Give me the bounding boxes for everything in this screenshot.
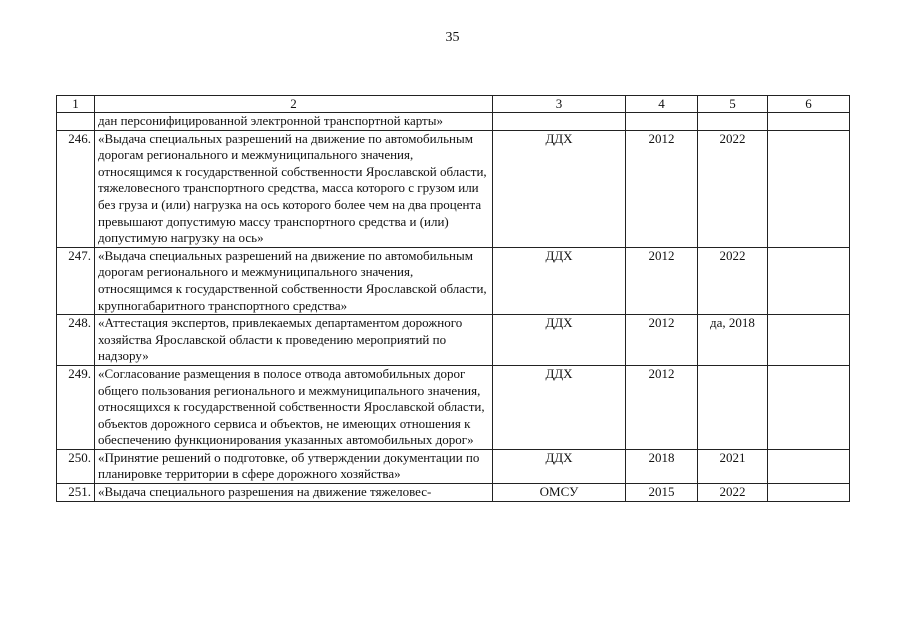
row-description: «Согласование размещения в полосе отвода автомобильных дорог общего пользования регионального и межмуниципального значения, относящихся к государственной собственности Ярославской области, объектов дорожного сервиса и объектов, не имеющих отношения к обеспечению функционирования указанных автомобильных дорог» — [95, 365, 493, 449]
row-year-start: 2012 — [626, 130, 698, 247]
table-row — [57, 130, 850, 247]
row-year-end: 2022 — [698, 130, 768, 247]
row-responsible: ДДХ — [493, 449, 626, 483]
row-responsible: ДДХ — [493, 130, 626, 247]
row-description: «Аттестация экспертов, привлекаемых департаментом дорожного хозяйства Ярославской области к проведению мероприятий по надзору» — [95, 315, 493, 366]
row-year-start: 2012 — [626, 315, 698, 366]
row-description: дан персонифицированной электронной транспортной карты» — [95, 113, 493, 131]
column-header: 2 — [95, 96, 493, 113]
row-col6 — [768, 365, 850, 449]
row-number: 251. — [57, 484, 95, 502]
row-number: 249. — [57, 365, 95, 449]
row-description: «Выдача специальных разрешений на движение по автомобильным дорогам регионального и межмуниципального значения, относящимся к государственной собственности Ярославской области, тяжеловесного транспортного средства, масса которого с грузом или без груза и (или) нагрузка на ось которого более чем на два процента превышают допустимую массу транспортного средства и (или) допустимую нагрузку на ось» — [95, 130, 493, 247]
row-col6 — [768, 315, 850, 366]
table-row — [57, 365, 850, 449]
table-row — [57, 247, 850, 314]
table-row — [57, 113, 850, 131]
row-responsible: ОМСУ — [493, 484, 626, 502]
table-row — [57, 484, 850, 502]
column-header: 6 — [768, 96, 850, 113]
page-number: 35 — [445, 30, 460, 45]
row-year-start: 2012 — [626, 365, 698, 449]
row-col6 — [768, 247, 850, 314]
row-year-start: 2018 — [626, 449, 698, 483]
row-year-end: 2022 — [698, 247, 768, 314]
table-row — [57, 315, 850, 366]
column-header: 5 — [698, 96, 768, 113]
table-row — [57, 449, 850, 483]
row-responsible: ДДХ — [493, 315, 626, 366]
row-responsible: ДДХ — [493, 365, 626, 449]
row-responsible: ДДХ — [493, 247, 626, 314]
row-responsible — [493, 113, 626, 131]
row-number: 246. — [57, 130, 95, 247]
row-year-start: 2015 — [626, 484, 698, 502]
row-col6 — [768, 484, 850, 502]
row-year-end — [698, 365, 768, 449]
column-header: 3 — [493, 96, 626, 113]
row-col6 — [768, 130, 850, 247]
row-number — [57, 113, 95, 131]
row-year-end: да, 2018 — [698, 315, 768, 366]
row-description: «Принятие решений о подготовке, об утверждении документации по планировке территории в сфере дорожного хозяйства» — [95, 449, 493, 483]
row-year-end: 2022 — [698, 484, 768, 502]
column-header: 4 — [626, 96, 698, 113]
row-number: 248. — [57, 315, 95, 366]
row-col6 — [768, 449, 850, 483]
row-col6 — [768, 113, 850, 131]
row-description: «Выдача специальных разрешений на движение по автомобильным дорогам регионального и межмуниципального значения, относящимся к государственной собственности Ярославской области, крупногабаритного транспортного средства» — [95, 247, 493, 314]
row-number: 250. — [57, 449, 95, 483]
services-table — [56, 95, 850, 502]
row-year-end: 2021 — [698, 449, 768, 483]
row-number: 247. — [57, 247, 95, 314]
row-description: «Выдача специального разрешения на движение тяжеловес- — [95, 484, 493, 502]
column-header: 1 — [57, 96, 95, 113]
row-year-end — [698, 113, 768, 131]
table-header-row — [57, 96, 850, 113]
row-year-start: 2012 — [626, 247, 698, 314]
row-year-start — [626, 113, 698, 131]
